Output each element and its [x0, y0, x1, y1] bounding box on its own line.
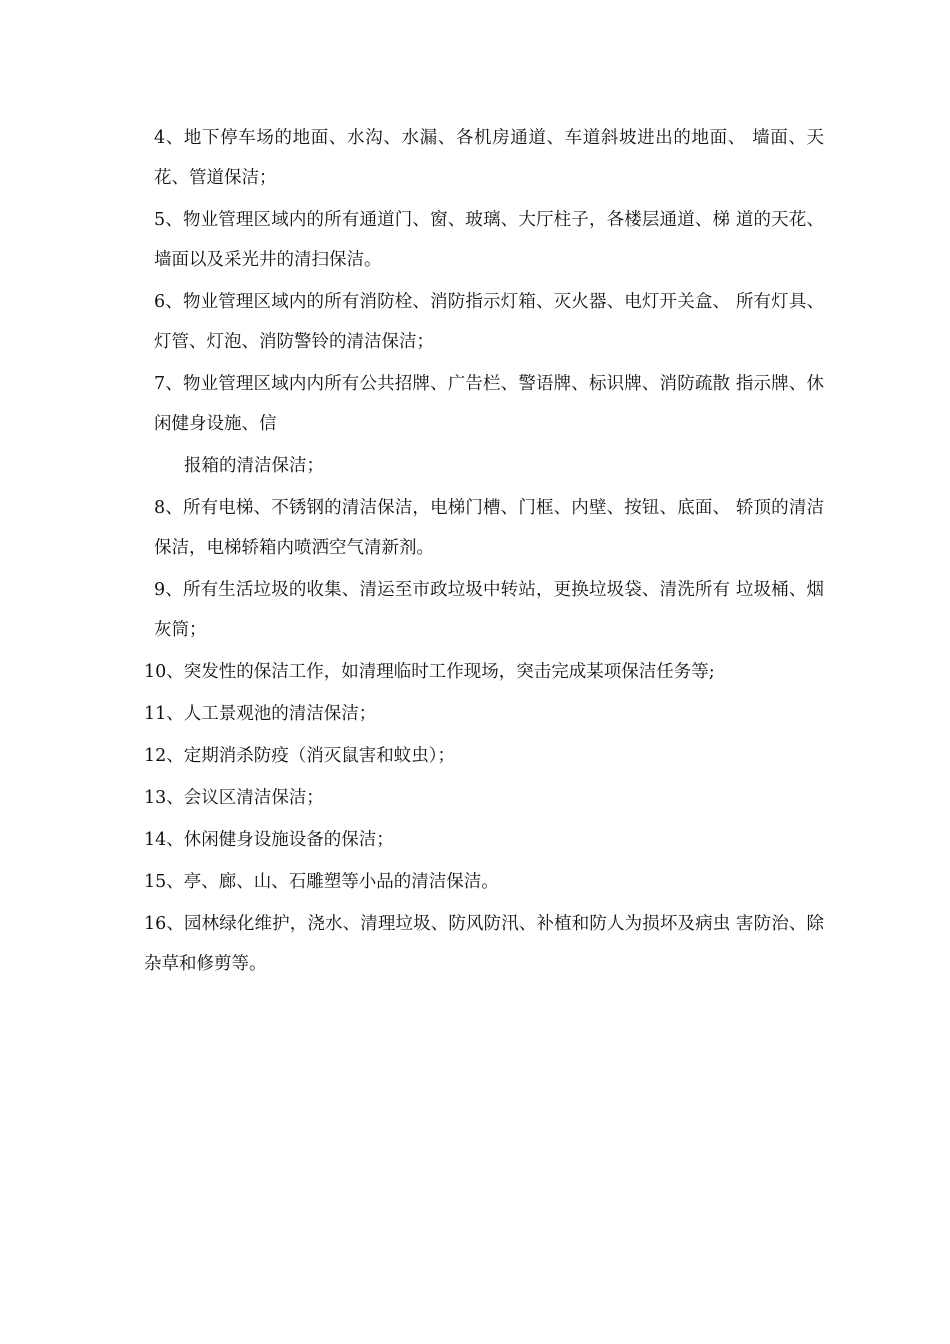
list-item-12: 12、定期消杀防疫（消灭鼠害和蚊虫）；	[144, 746, 456, 766]
list-item-8: 8、所有电梯、不锈钢的清洁保洁，电梯门槽、门框、内壁、按钮、底面、 轿顶的清洁保洁，电梯轿箱内喷洒空气清新剂。	[154, 498, 824, 558]
list-item-5: 5、物业管理区域内的所有通道门、窗、玻璃、大厅柱子，各楼层通道、梯 道的天花、墙面以及采光井的清扫保洁。	[154, 210, 824, 270]
list-item-11: 11、人工景观池的清洁保洁；	[144, 704, 377, 724]
list-item-16: 16、园林绿化维护，浇水、清理垃圾、防风防汛、补植和防人为损坏及病虫 害防治、除杂草和修剪等。	[144, 914, 824, 974]
cleaning-duties-list	[144, 118, 824, 986]
list-item-4: 4、地下停车场的地面、水沟、水漏、各机房通道、车道斜坡进出的地面、 墙面、天花、管道保洁；	[154, 128, 824, 188]
list-item-10: 10、突发性的保洁工作，如清理临时工作现场，突击完成某项保洁任务等;	[144, 662, 715, 682]
list-item-7-continuation: 报箱的清洁保洁；	[184, 456, 324, 476]
list-item-13: 13、会议区清洁保洁；	[144, 788, 324, 808]
list-item-7: 7、物业管理区域内内所有公共招牌、广告栏、警语牌、标识牌、消防疏散 指示牌、休闲健身设施、信	[154, 374, 824, 434]
list-item-14: 14、休闲健身设施设备的保洁；	[144, 830, 394, 850]
list-item-9: 9、所有生活垃圾的收集、清运至市政垃圾中转站，更换垃圾袋、清洗所有 垃圾桶、烟灰筒；	[154, 580, 824, 640]
list-item-15: 15、亭、廊、山、石雕塑等小品的清洁保洁。	[144, 872, 499, 892]
list-item-6: 6、物业管理区域内的所有消防栓、消防指示灯箱、灭火器、电灯开关盒、 所有灯具、灯管、灯泡、消防警铃的清洁保洁；	[154, 292, 824, 352]
